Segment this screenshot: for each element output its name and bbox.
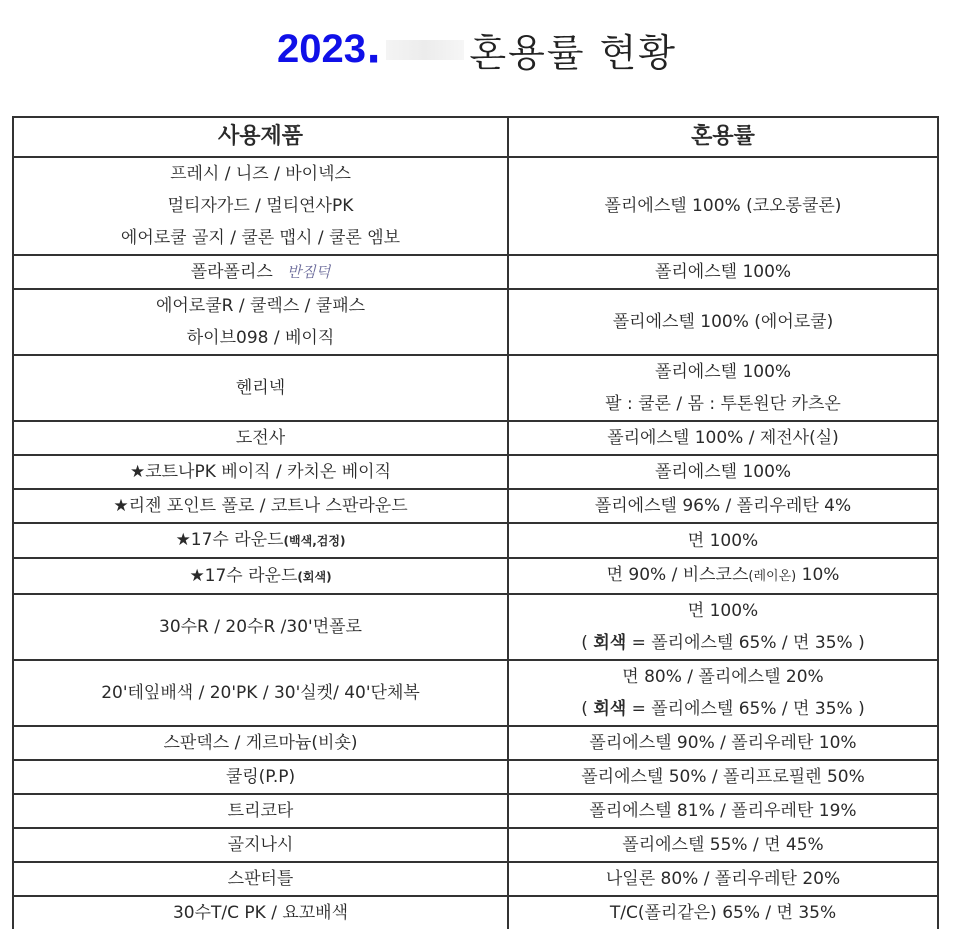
- product-cell: [13, 489, 508, 523]
- product-cell: [13, 289, 508, 355]
- composition-table: [12, 116, 939, 929]
- mix-cell: [508, 828, 938, 862]
- mix-line: 면 100%: [687, 530, 759, 551]
- product-cell: [13, 828, 508, 862]
- product-line: ★17수 라운드: [189, 565, 298, 586]
- product-cell: [13, 157, 508, 255]
- mix-line: T/C(폴리같은) 65% / 면 35%: [609, 903, 837, 923]
- title-year: 2023: [277, 27, 366, 71]
- product-line: 30수R / 20수R /30'면폴로: [159, 617, 362, 637]
- mix-cell: [508, 255, 938, 289]
- title-heading: 혼용률 현황: [469, 31, 677, 75]
- mix-line: 폴리에스텔 55% / 면 45%: [622, 835, 824, 855]
- gray-mix: = 폴리에스텔 65% / 면 35% ): [626, 633, 865, 653]
- product-note: (백색,검정): [283, 534, 346, 548]
- document-title: [0, 22, 954, 82]
- product-line: 프레시 / 니즈 / 바이넥스: [170, 164, 351, 184]
- mix-note: (레이온): [748, 569, 797, 584]
- mix-cell: [508, 289, 938, 355]
- product-line: 쿨링(P.P): [225, 767, 296, 787]
- product-cell: [13, 760, 508, 794]
- mix-cell: [508, 660, 938, 726]
- mix-tail: 10%: [796, 565, 840, 585]
- product-cell: [13, 558, 508, 594]
- table-row: [13, 157, 938, 255]
- product-line: 폴라폴리스: [190, 262, 273, 282]
- table-row: [13, 726, 938, 760]
- gray-label: 회색: [593, 699, 627, 719]
- product-cell: [13, 660, 508, 726]
- mix-cell: [508, 355, 938, 421]
- product-note: (회색): [297, 569, 332, 584]
- paren-open: (: [581, 699, 594, 719]
- header-mix: 혼용률: [508, 117, 938, 157]
- mix-cell: [508, 594, 938, 660]
- product-cell: [13, 355, 508, 421]
- product-cell: [13, 523, 508, 558]
- product-line: 도전사: [235, 428, 286, 448]
- table-header-row: [13, 117, 938, 157]
- title-dot: .: [365, 26, 382, 73]
- mix-line: 폴리에스텔 100% (에어로쿨): [612, 312, 834, 332]
- mix-line: 팔 : 쿨론 / 몸 : 투톤원단 카츠온: [605, 394, 841, 414]
- mix-line: 폴리에스텔 90% / 폴리우레탄 10%: [589, 733, 857, 753]
- gray-mix: = 폴리에스텔 65% / 면 35% ): [626, 699, 865, 719]
- header-product: 사용제품: [13, 117, 508, 157]
- table-row: [13, 421, 938, 455]
- product-line: ★코트나PK 베이직 / 카치온 베이직: [129, 462, 392, 482]
- product-line: 헨리넥: [235, 378, 286, 398]
- mix-cell: [508, 862, 938, 896]
- mix-line-gray: [515, 693, 931, 725]
- mix-line: 면 80% / 폴리에스텔 20%: [622, 667, 824, 687]
- product-line: ★리젠 포인트 폴로 / 코트나 스판라운드: [113, 496, 408, 516]
- mix-line: 면 100%: [687, 601, 759, 621]
- table-row: [13, 523, 938, 558]
- table-row: [13, 455, 938, 489]
- gray-label: 회색: [593, 633, 627, 653]
- table-row: [13, 255, 938, 289]
- table-row: [13, 355, 938, 421]
- table-row: [13, 558, 938, 594]
- product-line: 에어로쿨 골지 / 쿨론 맵시 / 쿨론 엠보: [120, 228, 401, 248]
- mix-cell: [508, 455, 938, 489]
- mix-cell: [508, 760, 938, 794]
- product-line: 하이브098 / 베이직: [186, 328, 335, 348]
- mix-cell: [508, 157, 938, 255]
- product-cell: [13, 255, 508, 289]
- product-cell: [13, 594, 508, 660]
- product-cell: [13, 794, 508, 828]
- product-line: 스판터틀: [227, 869, 294, 889]
- mix-line: 나일론 80% / 폴리우레탄 20%: [605, 869, 841, 889]
- mix-line: 폴리에스텔 50% / 폴리프로필렌 50%: [581, 767, 865, 787]
- product-line: 멀티자가드 / 멀티연사PK: [167, 196, 354, 216]
- mix-line: 폴리에스텔 100%: [654, 262, 792, 282]
- product-line: 30수T/C PK / 요꼬배색: [172, 903, 349, 923]
- table-row: [13, 594, 938, 660]
- mix-line: 폴리에스텔 100%: [654, 362, 792, 382]
- table-row: [13, 289, 938, 355]
- product-cell: [13, 421, 508, 455]
- mix-line: 폴리에스텔 96% / 폴리우레탄 4%: [594, 496, 852, 516]
- table-row: [13, 489, 938, 523]
- product-line: 에어로쿨R / 쿨렉스 / 쿨패스: [155, 296, 366, 316]
- table-row: [13, 660, 938, 726]
- mix-line-gray: [515, 627, 931, 659]
- product-line: 20'테잎배색 / 20'PK / 30'실켓/ 40'단체복: [101, 683, 420, 703]
- mix-cell: [508, 726, 938, 760]
- product-line: 트리코타: [227, 801, 294, 821]
- table-row: [13, 896, 938, 929]
- mix-cell: [508, 896, 938, 929]
- table-row: [13, 760, 938, 794]
- product-cell: [13, 862, 508, 896]
- handwritten-signature: 반짐덕: [286, 263, 331, 281]
- mix-line: 폴리에스텔 81% / 폴리우레탄 19%: [589, 801, 857, 821]
- mix-cell: [508, 794, 938, 828]
- mix-cell: [508, 523, 938, 558]
- mix-cell: [508, 421, 938, 455]
- product-cell: [13, 726, 508, 760]
- product-line: 골지나시: [227, 835, 294, 855]
- product-cell: [13, 896, 508, 929]
- mix-line: 폴리에스텔 100% / 제전사(실): [607, 428, 839, 448]
- table-row: [13, 794, 938, 828]
- mix-line: 폴리에스텔 100%: [654, 462, 792, 482]
- product-line: 스판덱스 / 게르마늄(비숏): [163, 733, 358, 753]
- erased-area: [386, 40, 464, 60]
- mix-line: 폴리에스텔 100% (코오롱쿨론): [604, 196, 842, 216]
- table-row: [13, 828, 938, 862]
- mix-line: 면 90% / 비스코스: [606, 565, 749, 585]
- product-line: ★17수 라운드: [175, 530, 284, 550]
- table-row: [13, 862, 938, 896]
- paren-open: (: [581, 633, 594, 653]
- mix-cell: [508, 558, 938, 594]
- product-cell: [13, 455, 508, 489]
- mix-cell: [508, 489, 938, 523]
